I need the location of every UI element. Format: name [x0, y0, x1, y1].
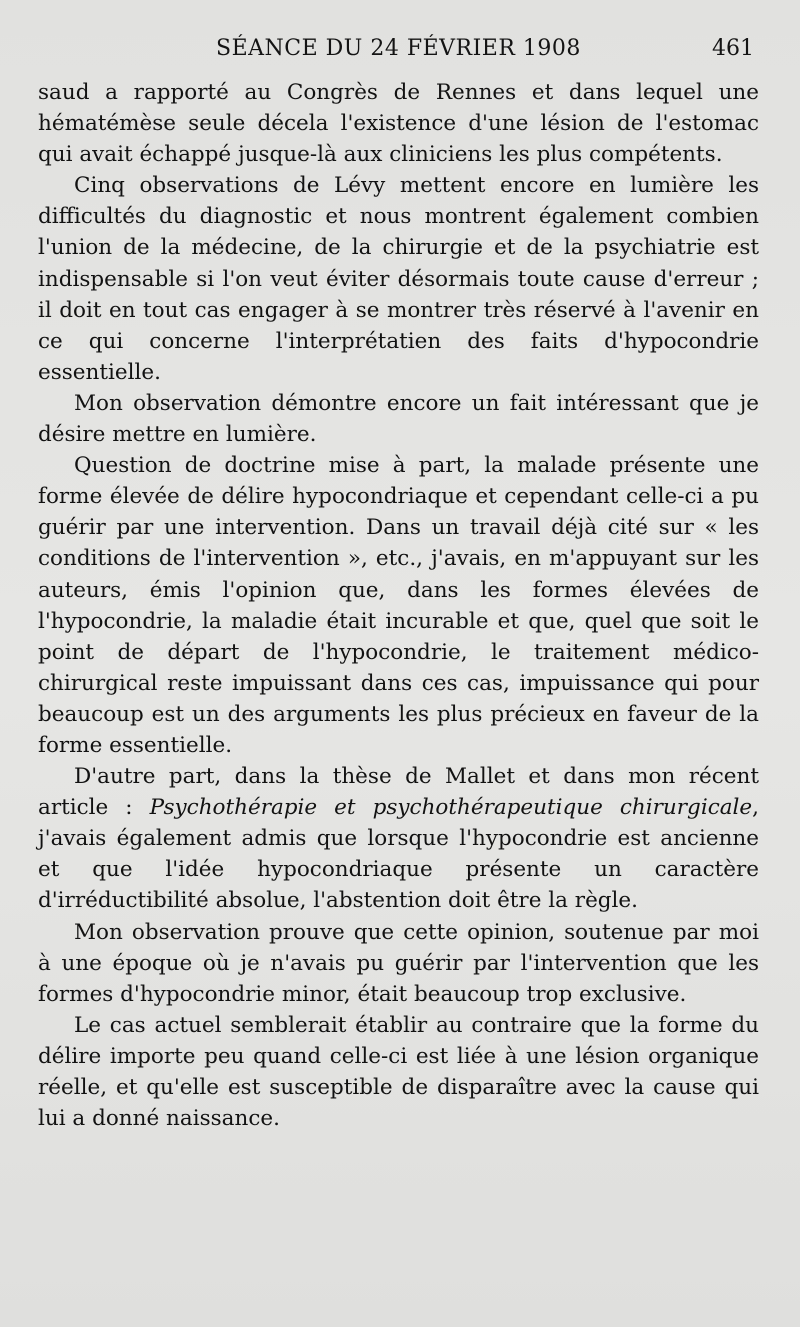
- page-number: 461: [712, 36, 754, 61]
- article-title: Psychothérapie et psychothérapeutique chirurgicale: [149, 795, 753, 821]
- paragraph-5-rest: , j'avais également admis que lorsque l'hypocondrie est ancienne et que l'idée hypocondriaque présente un caractère d'irréductibilité absolue, l'abstention doit être la règle.: [38, 795, 759, 914]
- body-text: [38, 77, 759, 1134]
- paragraph-1: saud a rapporté au Congrès de Rennes et dans lequel une hématémèse seule décela l'existence d'une lésion de l'estomac qui avait échappé jusque-là aux cliniciens les plus compétents.: [38, 80, 759, 168]
- page-header: [38, 36, 758, 70]
- paragraph-5-lead: D'autre part, dans la thèse de Mallet et dans mon récent article :: [38, 764, 759, 821]
- paragraph-2: Cinq observations de Lévy mettent encore en lumière les difficultés du diagnostic et nous montrent également combien l'union de la médecine, de la chirurgie et de la psychiatrie est indispensable si l'on veut éviter désormais toute cause d'erreur ; il doit en tout cas engager à se montrer très réservé à l'avenir en ce qui concerne l'interprétatien des faits d'hypocondrie essentielle.: [38, 173, 759, 385]
- paragraph-7: Le cas actuel semblerait établir au contraire que la forme du délire importe peu quand celle-ci est liée à une lésion organique réelle, et qu'elle est susceptible de disparaître avec la cause qui lui a donné naissance.: [38, 1012, 759, 1132]
- running-head: SÉANCE DU 24 FÉVRIER 1908: [216, 36, 581, 61]
- paragraph-6: Mon observation prouve que cette opinion, soutenue par moi à une époque où je n'avais pu guérir par l'intervention que les formes d'hypocondrie minor, était beaucoup trop exclusive.: [38, 919, 759, 1007]
- paragraph-4: Question de doctrine mise à part, la malade présente une forme élevée de délire hypocondriaque et cependant celle-ci a pu guérir par une intervention. Dans un travail déjà cité sur « les conditions de l'intervention », etc., j'avais, en m'appuyant sur les auteurs, émis l'opinion que, dans les formes élevées de l'hypocondrie, la maladie était incurable et que, quel que soit le point de départ de l'hypocondrie, le traitement médico-chirurgical reste impuissant dans ces cas, impuissance qui pour beaucoup est un des arguments les plus précieux en faveur de la forme essentielle.: [38, 453, 759, 758]
- paragraph-3: Mon observation démontre encore un fait intéressant que je désire mettre en lumière.: [38, 390, 759, 448]
- paragraph-5: [38, 761, 759, 916]
